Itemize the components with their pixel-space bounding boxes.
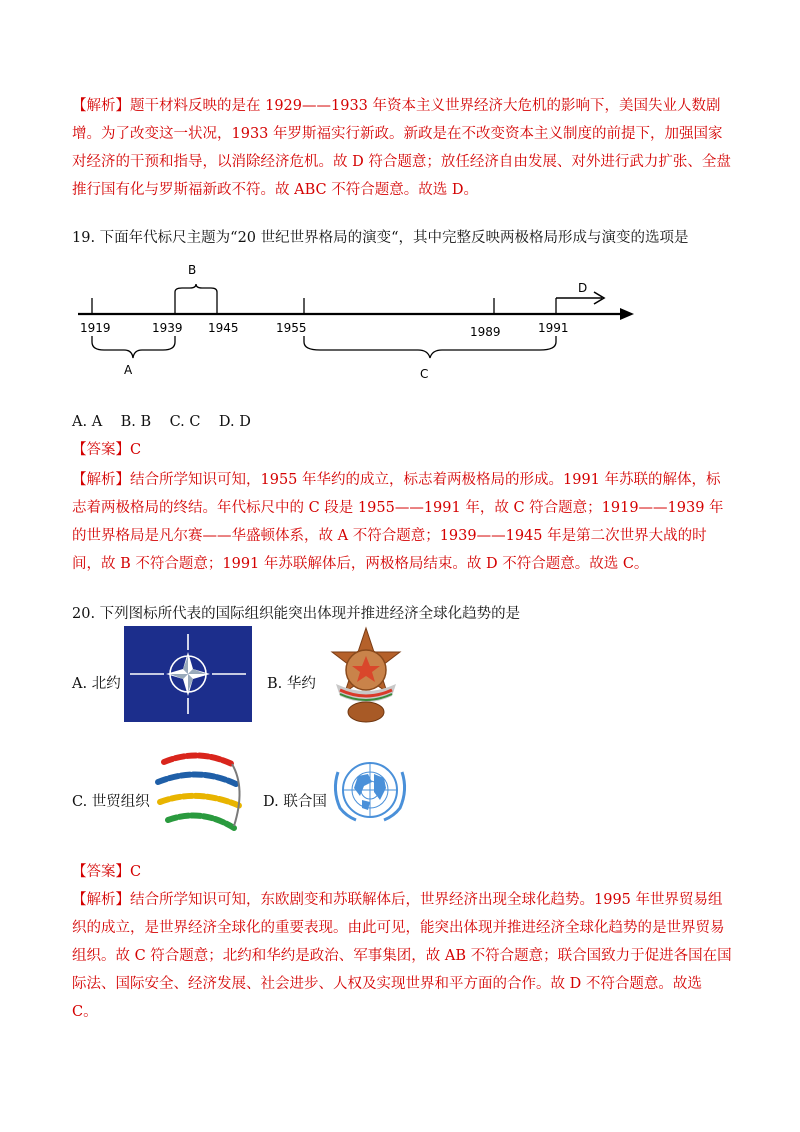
timeline-arrowhead [620,308,634,320]
brace-b [175,284,217,298]
q19-analysis-tag: 【解析】 [72,472,130,488]
q20-option-c: C. 世贸组织 [72,794,150,810]
q20-answer-line [72,862,141,882]
q18-analysis [72,92,732,204]
year-label-1919: 1919 [80,321,111,335]
q18-analysis-text: 题干材料反映的是在 1929——1933 年资本主义世界经济大危机的影响下，美国失业人数剧增。为了改变这一状况，1933 年罗斯福实行新政。新政是在不改变资本主义制度的前提下，加强国家对经济的干预和指导，以消除经济危机。故 D 符合题意；放任经济自由发展、对外进行武力扩张、全盘推行国有化与罗斯福新政不符。故 ABC 不符合题意。故选 D。 [72,98,731,198]
nato-flag-icon [124,626,252,722]
q20-analysis-text: 结合所学知识可知，东欧剧变和苏联解体后，世界经济出现全球化趋势。1995 年世界贸易组织的成立，是世界经济全球化的重要表现。由此可见，能突出体现并推进经济全球化趋势的是世界贸易组织。故 C 符合题意；北约和华约是政治、军事集团，故 AB 不符合题意；联合国致力于促进各国在国际法、国际安全、经济发展、社会进步、人权及实现世界和平方面的合作。故 D 不符合题意。故选 C。 [72,892,732,1020]
q20-answer: C [130,864,142,880]
segment-label-c: C [420,367,429,381]
un-emblem-icon [330,756,410,826]
wto-logo-icon [152,748,248,832]
q20-stem: 20. 下列图标所代表的国际组织能突出体现并推进经济全球化趋势的是 [72,606,521,622]
segment-label-a: A [124,363,133,377]
q19-answer: C [130,442,142,458]
q19-analysis [72,466,732,578]
q19-stem: 19. 下面年代标尺主题为“20 世纪世界格局的演变“，其中完整反映两极格局形成与演变的选项是 [72,230,689,246]
year-label-1991: 1991 [538,321,569,335]
segment-label-b: B [188,263,197,277]
q20-analysis [72,886,732,1026]
q18-analysis-tag: 【解析】 [72,98,130,114]
brace-a [92,336,175,358]
q20-option-d: D. 联合国 [263,794,327,810]
q19-answer-tag: 【答案】 [72,442,130,458]
year-label-1939: 1939 [152,321,183,335]
year-label-1989: 1989 [470,325,501,339]
segment-label-d: D [578,281,588,295]
q19-analysis-text: 结合所学知识可知，1955 年华约的成立，标志着两极格局的形成。1991 年苏联的解体，标志着两极格局的终结。年代标尺中的 C 段是 1955——1991 年，故 C 符合题意；1919——1939 年的世界格局是凡尔赛——华盛顿体系，故 A 不符合题意；1939——1945 年是第二次世界大战的时间，故 B 不符合题意；1991 年苏联解体后，两极格局结束。故 D 不符合题意。故选 C。 [72,472,724,572]
year-label-1945: 1945 [208,321,239,335]
brace-c [304,336,556,358]
q19-timeline [72,258,642,388]
year-label-1955: 1955 [276,321,307,335]
q19-options: A. A B. B C. C D. D [72,414,251,430]
q20-answer-tag: 【答案】 [72,864,130,880]
q20-option-a: A. 北约 [72,676,121,692]
q20-analysis-tag: 【解析】 [72,892,130,908]
q19-answer-line [72,440,141,460]
q20-option-b: B. 华约 [267,676,316,692]
warsaw-pact-badge-icon [326,626,406,726]
